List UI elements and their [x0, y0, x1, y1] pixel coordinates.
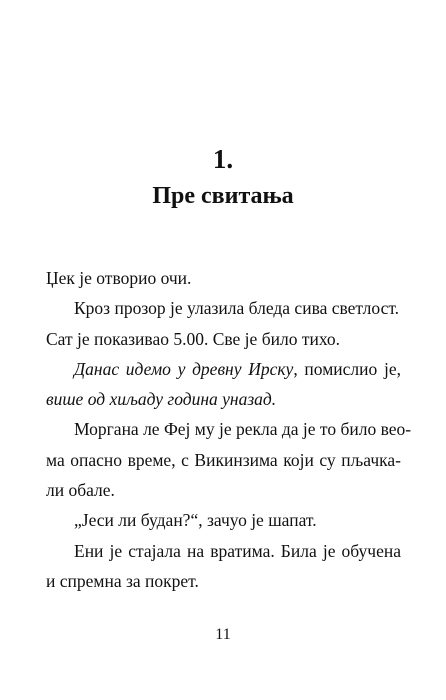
text-line: „Јеси ли будан?“, зачуо је шапат.	[74, 510, 317, 531]
text-fragment: , помислио је,	[293, 358, 401, 379]
text-line: Сат је показивао 5.00. Све је било тихо.	[46, 328, 341, 349]
text-line: ли обале.	[46, 480, 115, 501]
text-line: више од хиљаду година уназад.	[46, 389, 277, 410]
chapter-title: Пре свитања	[152, 183, 294, 209]
text-line: Ени је стајала на вратима. Била је обучена	[74, 540, 401, 561]
text-line: Џек је отворио очи.	[46, 268, 192, 288]
text-line: ма опасно време, с Викинзима који су пљачка-	[46, 449, 401, 470]
text-line: и спремна за покрет.	[46, 570, 199, 591]
chapter-body	[46, 263, 412, 596]
text-line	[46, 354, 401, 384]
italic-phrase: Данас идемо у древну Ирску	[74, 358, 294, 379]
chapter-number: 1.	[212, 144, 234, 174]
text-line: Моргана ле Феј му је рекла да је то било вео-	[74, 419, 412, 440]
text-line: Кроз прозор је улазила бледа сива светлост.	[74, 298, 400, 319]
page-number: 11	[215, 626, 231, 643]
